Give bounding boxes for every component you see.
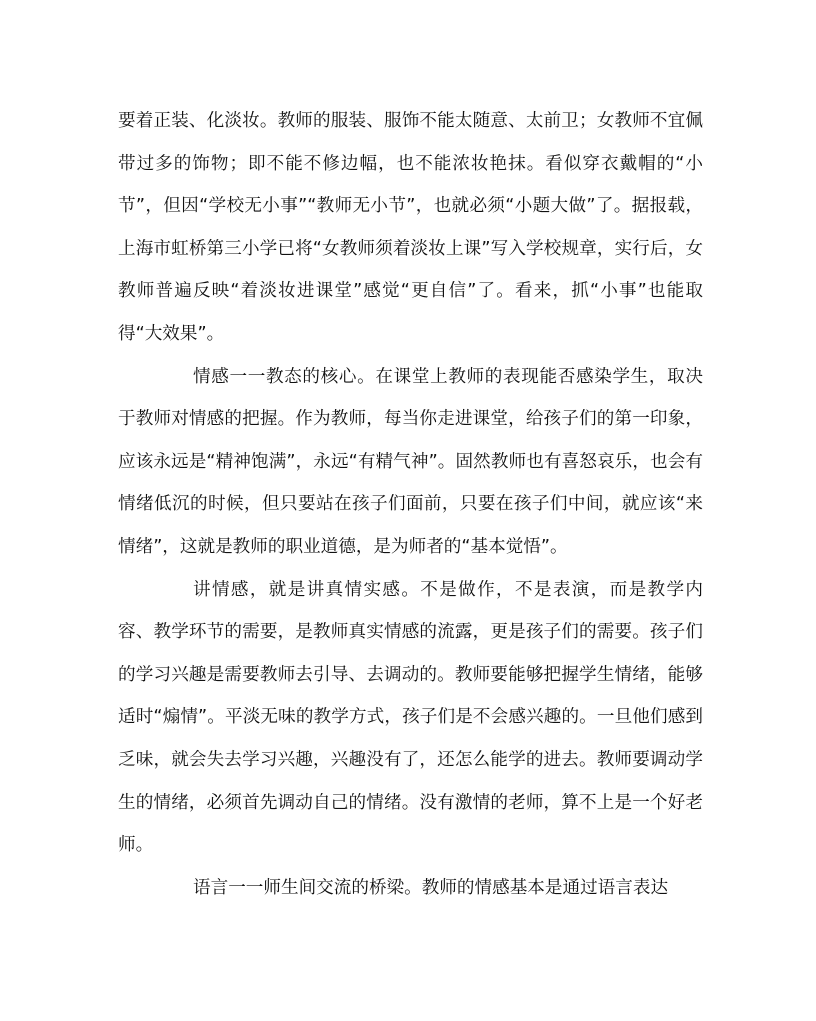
paragraph-attire: 要着正装、化淡妆。教师的服装、服饰不能太随意、太前卫；女教师不宜佩带过多的饰物；即不能不修边幅，也不能浓妆艳抹。看似穿衣戴帽的“小节”，但因“学校无小事”“教师无小节”，也就必须“小题大做”了。据报载，上海市虹桥第三小学已将“女教师须着淡妆上课”写入学校规章，实行后，女教师普遍反映“着淡妆进课堂”感觉“更自信”了。看来，抓“小事”也能取得“大效果”。	[118, 111, 703, 344]
document-body	[118, 100, 703, 909]
paragraph-emotion-core: 情感一一教态的核心。在课堂上教师的表现能否感染学生，取决于教师对情感的把握。作为教师，每当你走进课堂，给孩子们的第一印象，应该永远是“精神饱满”，永远“有精气神”。固然教师也有喜怒哀乐，也会有情绪低沉的时候，但只要站在孩子们面前，只要在孩子们中间，就应该“来情绪”，这就是教师的职业道德，是为师者的“基本觉悟”。	[118, 366, 703, 557]
paragraph-genuine-emotion: 讲情感，就是讲真情实感。不是做作，不是表演，而是教学内容、教学环节的需要，是教师真实情感的流露，更是孩子们的需要。孩子们的学习兴趣是需要教师去引导、去调动的。教师要能够把握学生情绪，能够适时“煽情”。平淡无味的教学方式，孩子们是不会感兴趣的。一旦他们感到乏味，就会失去学习兴趣，兴趣没有了，还怎么能学的进去。教师要调动学生的情绪，必须首先调动自己的情绪。没有激情的老师，算不上是一个好老师。	[118, 579, 703, 856]
paragraph-language-bridge: 语言一一师生间交流的桥梁。教师的情感基本是通过语言表达	[193, 877, 669, 898]
